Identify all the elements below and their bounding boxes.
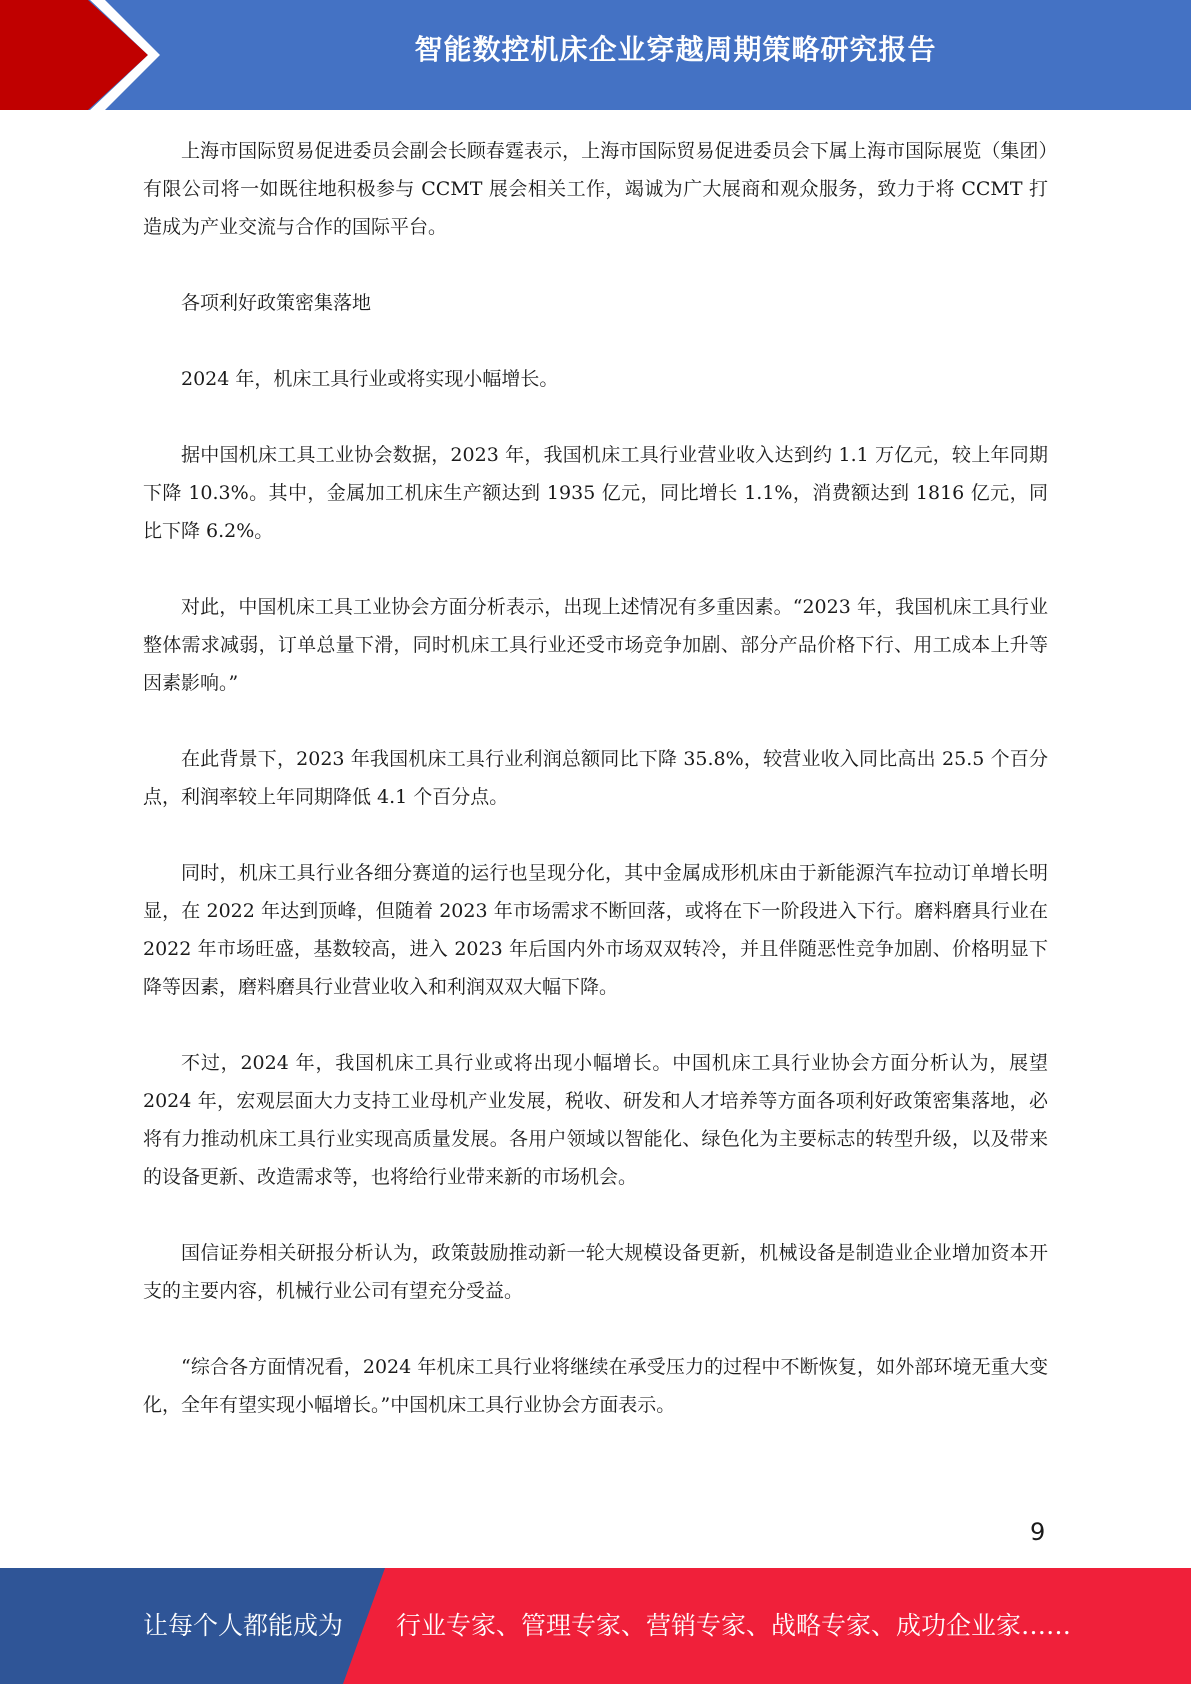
paragraph: 上海市国际贸易促进委员会副会长顾春霆表示，上海市国际贸易促进委员会下属上海市国际展览（集团）有限公司将一如既往地积极参与 CCMT 展会相关工作，竭诚为广大展商和观众服务，致力于将 CCMT 打造成为产业交流与合作的国际平台。 [143,140,1048,238]
page-footer [0,1568,1191,1684]
paragraph: 同时，机床工具行业各细分赛道的运行也呈现分化，其中金属成形机床由于新能源汽车拉动订单增长明显，在 2022 年达到顶峰，但随着 2023 年市场需求不断回落，或将在下一阶段进入下行。磨料磨具行业在 2022 年市场旺盛，基数较高，进入 2023 年后国内外市场双双转冷，并且伴随恶性竞争加剧、价格明显下降等因素，磨料磨具行业营业收入和利润双双大幅下降。 [143,862,1048,998]
section-subheading: 各项利好政策密集落地 [181,292,372,314]
article-body [143,132,1048,1462]
paragraph: 不过，2024 年，我国机床工具行业或将出现小幅增长。中国机床工具行业协会方面分析认为，展望 2024 年，宏观层面大力支持工业母机产业发展，税收、研发和人才培养等方面各项利好政策密集落地，必将有力推动机床工具行业实现高质量发展。各用户领域以智能化、绿色化为主要标志的转型升级，以及带来的设备更新、改造需求等，也将给行业带来新的市场机会。 [143,1052,1048,1188]
paragraph: 2024 年，机床工具行业或将实现小幅增长。 [181,368,559,390]
header-arrow-red [0,0,148,110]
page-header [0,0,1191,110]
paragraph: 据中国机床工具工业协会数据，2023 年，我国机床工具行业营业收入达到约 1.1 万亿元，较上年同期下降 10.3%。其中，金属加工机床生产额达到 1935 亿元，同比增长 1.1%，消费额达到 1816 亿元，同比下降 6.2%。 [143,444,1048,542]
paragraph: “综合各方面情况看，2024 年机床工具行业将继续在承受压力的过程中不断恢复，如外部环境无重大变化，全年有望实现小幅增长。”中国机床工具行业协会方面表示。 [143,1356,1048,1416]
page-number: 9 [1030,1518,1046,1546]
paragraph: 在此背景下，2023 年我国机床工具行业利润总额同比下降 35.8%，较营业收入同比高出 25.5 个百分点，利润率较上年同期降低 4.1 个百分点。 [143,748,1048,808]
paragraph: 对此，中国机床工具工业协会方面分析表示，出现上述情况有多重因素。“2023 年，我国机床工具行业整体需求减弱，订单总量下滑，同时机床工具行业还受市场竞争加剧、部分产品价格下行、用工成本上升等因素影响。” [143,596,1048,694]
footer-slogan-left: 让每个人都能成为 [143,1611,344,1640]
report-title: 智能数控机床企业穿越周期策略研究报告 [414,33,937,66]
paragraph: 国信证券相关研报分析认为，政策鼓励推动新一轮大规模设备更新，机械设备是制造业企业增加资本开支的主要内容，机械行业公司有望充分受益。 [143,1242,1048,1302]
footer-slogan-right: 行业专家、管理专家、营销专家、战略专家、成功企业家…… [396,1611,1072,1640]
